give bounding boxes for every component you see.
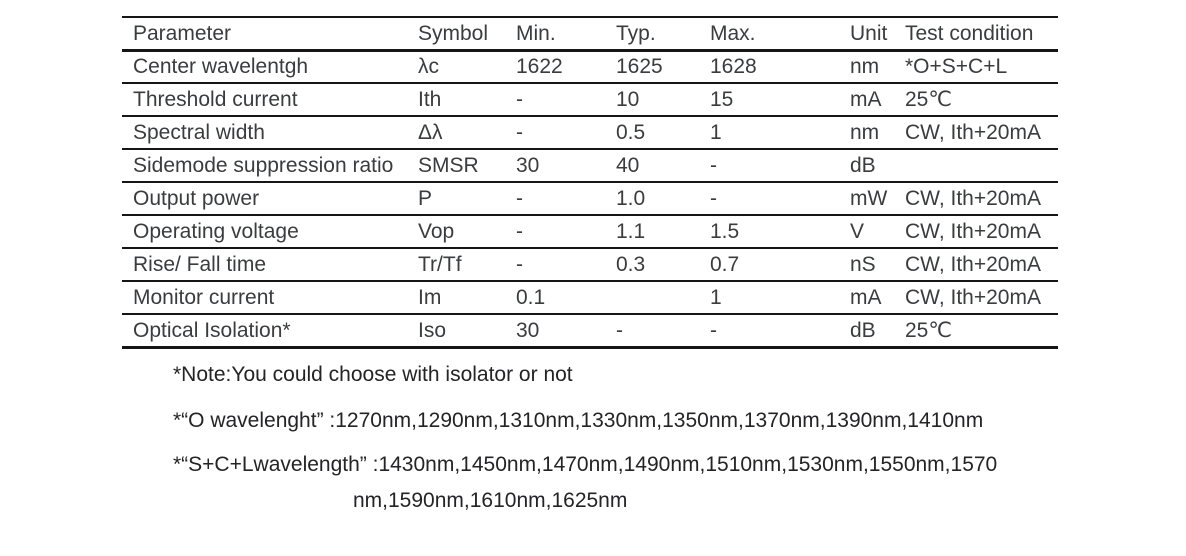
column-header-test-condition: Test condition: [905, 21, 1034, 45]
cell-parameter: Monitor current: [133, 286, 275, 309]
cell-typ: 0.3: [616, 253, 646, 276]
cell-max: 1: [710, 121, 722, 144]
cell-max: 1.5: [710, 220, 740, 243]
table-row: [122, 281, 1058, 314]
cell-symbol: Ith: [418, 88, 442, 111]
column-header-max: Max.: [710, 21, 756, 45]
cell-min: -: [516, 253, 523, 276]
cell-min: 30: [516, 318, 540, 342]
cell-parameter: Rise/ Fall time: [133, 253, 267, 276]
cell-min: 30: [516, 154, 540, 177]
cell-typ: [616, 281, 710, 314]
cell-max: -: [710, 187, 717, 210]
note-isolator: *Note:You could choose with isolator or not: [173, 363, 573, 386]
cell-unit: V: [850, 220, 865, 243]
note-o-wavelength-options: *“O wavelenght” :1270nm,1290nm,1310nm,1330nm,1350nm,1370nm,1390nm,1410nm: [173, 409, 984, 432]
cell-min: 1622: [516, 55, 563, 79]
cell-symbol: Tr/Tf: [418, 253, 462, 276]
cell-typ: 10: [616, 88, 640, 111]
cell-min: -: [516, 121, 523, 144]
table-row: [122, 182, 1058, 215]
cell-symbol: λc: [418, 55, 439, 79]
cell-max: -: [710, 318, 717, 342]
cell-unit: dB: [850, 318, 876, 342]
column-header-typ: Typ.: [616, 21, 656, 45]
cell-typ: 1.1: [616, 220, 646, 243]
column-header-symbol: Symbol: [418, 21, 489, 45]
table-row: [122, 83, 1058, 116]
column-header-unit: Unit: [850, 21, 888, 45]
note-scl-wavelength-options-line1: *“S+C+Lwavelength” :1430nm,1450nm,1470nm,1490nm,1510nm,1530nm,1550nm,1570: [173, 453, 998, 476]
table-row: [122, 215, 1058, 248]
table-row: [122, 314, 1058, 347]
spec-table: [122, 16, 1058, 349]
cell-test-condition: CW, Ith+20mA: [905, 286, 1041, 309]
cell-test-condition: CW, Ith+20mA: [905, 253, 1041, 276]
cell-max: 0.7: [710, 253, 740, 276]
cell-max: 1628: [710, 55, 757, 79]
cell-test-condition: CW, Ith+20mA: [905, 220, 1041, 243]
column-header-min: Min.: [516, 21, 556, 45]
cell-symbol: Δλ: [418, 121, 443, 144]
cell-parameter: Threshold current: [133, 88, 298, 111]
cell-symbol: Vop: [418, 220, 455, 243]
cell-unit: mA: [850, 286, 882, 309]
cell-min: -: [516, 220, 523, 243]
cell-typ: 0.5: [616, 121, 646, 144]
cell-unit: mW: [850, 187, 888, 210]
cell-parameter: Spectral width: [133, 121, 265, 144]
cell-parameter: Center wavelentgh: [133, 55, 309, 79]
note-scl-wavelength-options-line2: nm,1590nm,1610nm,1625nm: [353, 489, 628, 512]
cell-unit: nS: [850, 253, 876, 276]
cell-unit: mA: [850, 88, 882, 111]
table-row: [122, 50, 1058, 83]
cell-test-condition: CW, Ith+20mA: [905, 121, 1041, 144]
cell-parameter: Operating voltage: [133, 220, 299, 243]
table-row: [122, 149, 1058, 182]
column-header-parameter: Parameter: [133, 21, 232, 45]
table-row: [122, 116, 1058, 149]
cell-symbol: Im: [418, 286, 442, 309]
cell-max: 1: [710, 286, 722, 309]
cell-test-condition: [905, 149, 1058, 182]
cell-min: -: [516, 88, 523, 111]
cell-max: 15: [710, 88, 734, 111]
cell-parameter: Output power: [133, 187, 260, 210]
cell-typ: -: [616, 318, 623, 342]
cell-test-condition: *O+S+C+L: [905, 55, 1008, 79]
cell-symbol: SMSR: [418, 154, 479, 177]
cell-symbol: Iso: [418, 318, 447, 342]
cell-min: 0.1: [516, 286, 546, 309]
cell-typ: 40: [616, 154, 640, 177]
header-row: [122, 17, 1058, 50]
cell-typ: 1.0: [616, 187, 646, 210]
cell-parameter: Optical Isolation*: [133, 318, 291, 342]
cell-test-condition: CW, Ith+20mA: [905, 187, 1041, 210]
cell-symbol: P: [418, 187, 433, 210]
cell-max: -: [710, 154, 717, 177]
cell-unit: dB: [850, 154, 876, 177]
cell-test-condition: 25℃: [905, 88, 952, 111]
cell-parameter: Sidemode suppression ratio: [133, 154, 394, 177]
cell-unit: nm: [850, 121, 880, 144]
cell-typ: 1625: [616, 55, 663, 79]
cell-min: -: [516, 187, 523, 210]
cell-unit: nm: [850, 55, 880, 79]
cell-test-condition: 25℃: [905, 318, 952, 342]
table-row: [122, 248, 1058, 281]
